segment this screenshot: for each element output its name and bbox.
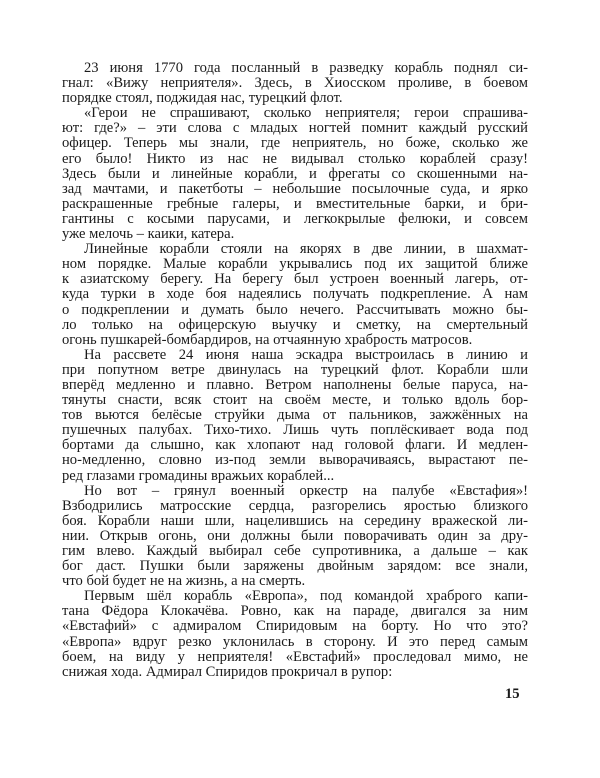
text-line: гантины с косыми парусами, и легкокрылые фелюки, и совсем: [62, 210, 528, 227]
page-number: 15: [505, 686, 520, 702]
text-line: что бой будет не на жизнь, а на смерть.: [62, 573, 306, 590]
text-line: его было! Никто из нас не видывал столько кораблей сразу!: [62, 150, 528, 167]
text-line: к азиатскому берегу. На берегу был устроен военный лагерь, от-: [62, 271, 528, 288]
text-line: «Герои не спрашивают, сколько неприятеля; герои спрашива-: [84, 105, 528, 122]
paragraph: [62, 242, 528, 348]
text-line: «Евстафий» с адмиралом Спиридовым на борту. Но что это?: [62, 618, 528, 635]
text-line: зад мачтами, и пакетботы – небольшие посылочные суда, и ярко: [62, 180, 528, 197]
text-line: куда турки в ходе боя надеялись получать подкрепление. А нам: [62, 286, 528, 303]
text-line: На рассвете 24 июня наша эскадра выстроилась в линию и: [84, 346, 528, 363]
text-line: бог даст. Пушки были заряжены двойным зарядом: все знали,: [62, 558, 528, 575]
text-line: тов вьются белёсые струйки дыма от пальников, зажжённых на: [62, 407, 528, 424]
text-line: ло только на офицерскую выучку и сметку, на смертельный: [62, 316, 528, 333]
text-line: офицер. Теперь мы знали, где неприятель, но боже, сколько же: [62, 135, 528, 152]
text-line: Линейные корабли стояли на якорях в две линии, в шахмат-: [84, 241, 528, 258]
text-line: тянуты снасти, всяк стоит на своём месте, и только вдоль бор-: [62, 392, 528, 409]
text-line: огонь пушкарей-бомбардиров, на отчаянную храбрость матросов.: [62, 331, 473, 348]
text-line: тана Фёдора Клокачёва. Ровно, как на параде, двигался за ним: [62, 603, 528, 620]
text-line: раскрашенные гребные галеры, и вместительные барки, и бри-: [62, 195, 528, 212]
text-line: Первым шёл корабль «Европа», под командой храброго капи-: [84, 588, 528, 605]
text-line: вперёд медленно и плавно. Ветром наполнены белые паруса, на-: [62, 376, 528, 393]
text-line: но-медленно, словно из-под земли выворачиваясь, вырастают пе-: [62, 452, 528, 469]
text-line: порядке стоял, поджидая нас, турецкий флот.: [62, 90, 343, 107]
text-line: снижая хода. Адмирал Спиридов прокричал в рупор:: [62, 663, 393, 680]
text-line: Здесь были и линейные корабли, и фрегаты со скошенными на-: [62, 165, 528, 182]
body-text: [62, 61, 528, 680]
paragraph: [62, 589, 528, 680]
paragraph: [62, 484, 528, 590]
text-line: 23 июня 1770 года посланный в разведку корабль поднял си-: [84, 60, 528, 76]
text-line: гнал: «Вижу неприятеля». Здесь, в Хиосском проливе, в боевом: [62, 75, 528, 92]
text-line: ют: где?» – эти слова с младых ногтей помнит каждый русский: [62, 120, 528, 137]
text-line: бортами да слышно, как хлопают над головой флаги. И медлен-: [62, 437, 528, 454]
text-line: ном порядке. Малые корабли укрывались под их защитой ближе: [62, 256, 528, 273]
paragraph: [62, 61, 528, 106]
text-line: боя. Корабли наши шли, нацелившись на середину вражеской ли-: [62, 512, 528, 529]
text-line: пушечных палубах. Тихо-тихо. Лишь чуть поплёскивает вода под: [62, 422, 528, 439]
text-line: при попутном ветре двинулась на турецкий флот. Корабли шли: [62, 361, 528, 378]
paragraph: [62, 348, 528, 484]
text-line: боем, на виду у неприятеля! «Евстафий» проследовал мимо, не: [62, 648, 528, 665]
text-line: уже мелочь – каики, катера.: [62, 226, 235, 243]
text-line: «Европа» вдруг резко уклонилась в сторону. И это перед самым: [62, 633, 528, 650]
text-line: Взбодрились матросские сердца, разгорелись яростью близкого: [62, 497, 528, 514]
text-line: нии. Открыв огонь, они должны были поворачивать один за дру-: [62, 527, 528, 544]
text-line: гим влево. Каждый выбирал себе супротивника, а дальше – как: [62, 543, 528, 559]
paragraph: [62, 106, 528, 242]
text-line: Но вот – грянул военный оркестр на палубе «Евстафия»!: [84, 482, 528, 499]
text-line: о подкреплении и думать было нечего. Рассчитывать можно бы-: [62, 301, 528, 318]
text-line: ред глазами громадины вражьих кораблей...: [62, 467, 335, 484]
